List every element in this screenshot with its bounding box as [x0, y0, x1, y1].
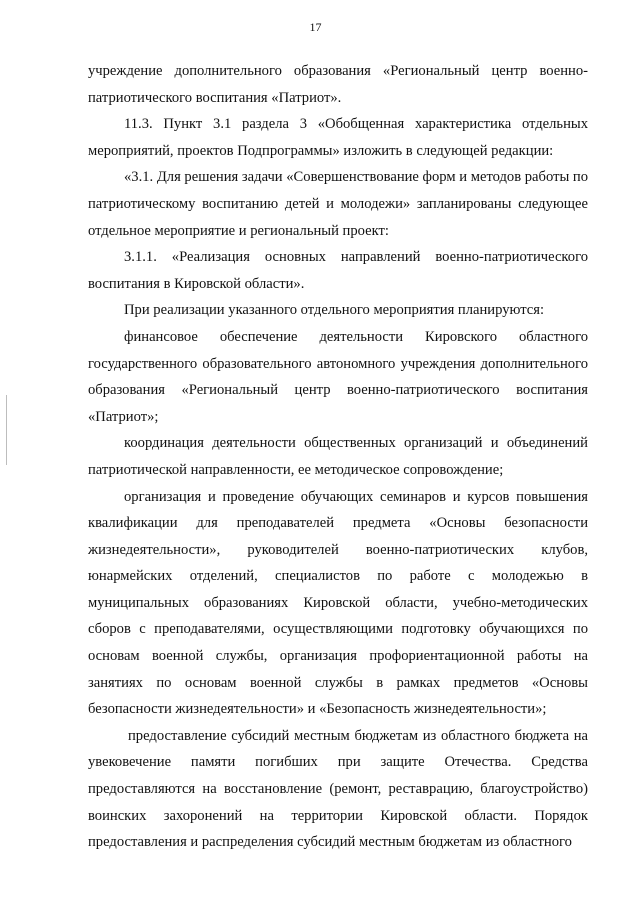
- paragraph-financing: финансовое обеспечение деятельности Кировского областного государственного образовательного автономного учреждения дополнительного образования «Региональный центр военно-патриотического воспитания «Патриот»;: [88, 328, 588, 425]
- paragraph-quote-3-1: «3.1. Для решения задачи «Совершенствование форм и методов работы по патриотическому воспитанию детей и молодежи» запланированы следующее отдельное мероприятие и региональный проект:: [88, 169, 589, 239]
- paragraph-seminars: организация и проведение обучающих семинаров и курсов повышения квалификации для преподавателей предмета «Основы безопасности жизнедеятельности», руководителей военно-патриотических клубов, юнармейских отделений, специалистов по работе с молодежью в муниципальных образованиях Кировской области, учебно-методических сборов с преподавателями, осуществляющими подготовку обучающихся по основам военной службы, организация профориентационной работы на занятиях по основам военной службы в рамках предметов «Основы безопасности жизнедеятельности» и «Безопасность жизнедеятельности»;: [88, 488, 588, 718]
- paragraph-continuation: учреждение дополнительного образования «Региональный центр военно-патриотического воспитания «Патриот».: [88, 63, 588, 106]
- paragraph-item-3-1-1: 3.1.1. «Реализация основных направлений военно-патриотического воспитания в Кировской области».: [88, 249, 588, 292]
- scan-artifact-line: [6, 395, 7, 465]
- paragraph-coordination: координация деятельности общественных организаций и объединений патриотической направленности, ее методическое сопровождение;: [88, 435, 588, 478]
- document-body: [88, 58, 588, 856]
- paragraph-planned-intro: При реализации указанного отдельного мероприятия планируются:: [124, 302, 545, 319]
- paragraph-subsidies: предоставление субсидий местным бюджетам из областного бюджета на увековечение памяти погибших при защите Отечества. Средства предоставляются на восстановление (ремонт, реставрацию, благоустройство) воинских захоронений на территории Кировской области. Порядок предоставления и распределения субсидий местным бюджетам из областного: [88, 727, 588, 851]
- page-number: 17: [309, 20, 322, 34]
- paragraph-item-11-3: 11.3. Пункт 3.1 раздела 3 «Обобщенная характеристика отдельных мероприятий, проектов Подпрограммы» изложить в следующей редакции:: [88, 116, 588, 159]
